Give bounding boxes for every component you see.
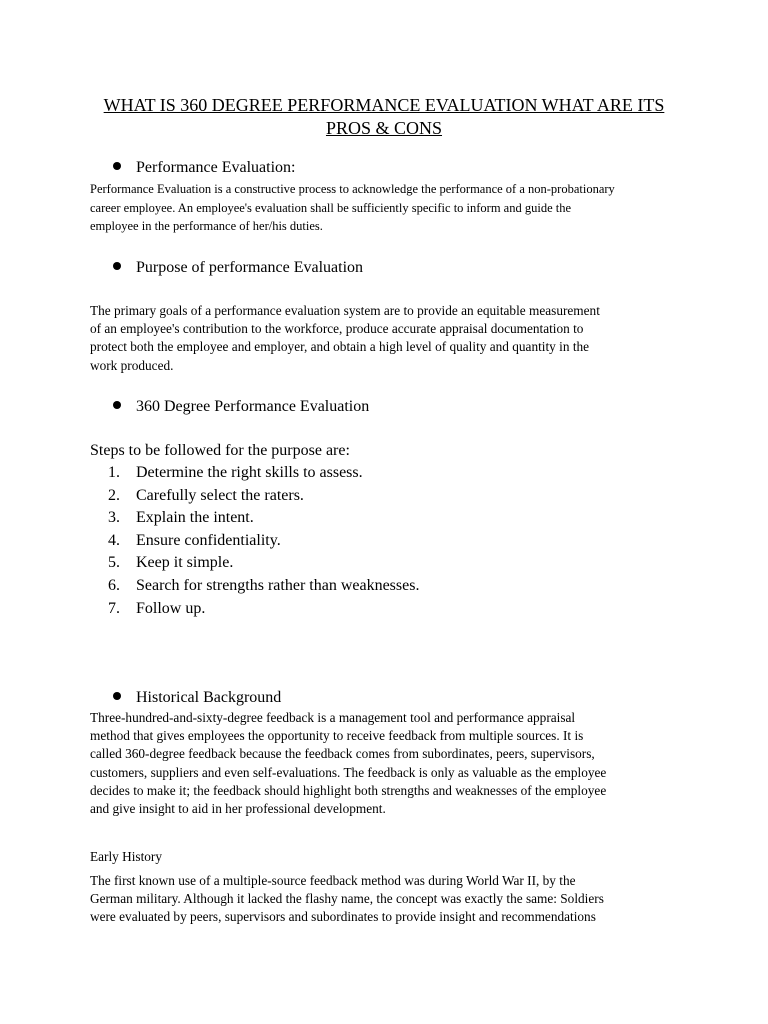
list-item-number: 4. [108, 531, 120, 549]
section-heading-text: Purpose of performance Evaluation [136, 259, 364, 276]
section-heading-performance-evaluation [113, 158, 296, 178]
list-item-text: Follow up. [136, 599, 206, 617]
list-item-text: Keep it simple. [136, 554, 234, 572]
section-heading-text: Performance Evaluation: [136, 159, 296, 176]
list-item [108, 507, 419, 530]
list-item-number: 1. [108, 464, 120, 481]
steps-list [108, 462, 419, 620]
section-body-early-history: The first known use of a multiple-source feedback method was during World War II, by the German military. Although it lacked the flashy name, the concept was exactly the same: Soldiers were evaluated by peers, supervisors and subordinates to provide insight and recommendations [90, 873, 604, 925]
section-heading-text: 360 Degree Performance Evaluation [136, 398, 370, 415]
list-item [108, 598, 419, 621]
section-heading-historical-background [113, 688, 281, 708]
section-body-performance-evaluation: Performance Evaluation is a constructive process to acknowledge the performance of a non-probationary career employee. An employee's evaluation shall be sufficiently specific to inform and guide the employee in the performance of her/his duties. [90, 182, 615, 233]
page-title: WHAT IS 360 DEGREE PERFORMANCE EVALUATION WHAT ARE ITS PROS & CONS [103, 95, 665, 138]
list-item-number: 3. [108, 509, 120, 527]
list-item-number: 7. [108, 599, 120, 617]
list-item-number: 5. [108, 554, 120, 572]
steps-intro: Steps to be followed for the purpose are: [90, 442, 350, 459]
section-heading-360-degree [113, 397, 369, 417]
list-item [108, 462, 419, 485]
list-item-number: 2. [108, 486, 120, 504]
bullet-icon [113, 401, 121, 409]
bullet-icon [113, 162, 121, 170]
list-item [108, 575, 419, 598]
list-item-text: Determine the right skills to assess. [136, 464, 363, 481]
list-item-text: Search for strengths rather than weaknesses. [136, 576, 420, 594]
list-item-number: 6. [108, 576, 120, 594]
section-heading-text: Historical Background [136, 689, 282, 706]
list-item-text: Carefully select the raters. [136, 486, 304, 504]
subheading-early-history: Early History [90, 849, 163, 864]
section-body-purpose: The primary goals of a performance evaluation system are to provide an equitable measurement of an employee's contribution to the workforce, produce accurate appraisal documentation to protect both the employee and employer, and obtain a high level of quality and quantity in the work produced. [90, 303, 600, 373]
list-item-text: Explain the intent. [136, 509, 254, 527]
section-body-historical-background: Three-hundred-and-sixty-degree feedback is a management tool and performance appraisal method that gives employees the opportunity to receive feedback from multiple sources. It is called 360-degree feedback because the feedback comes from subordinates, peers, supervisors, customers, suppliers and even self-evaluations. The feedback is only as valuable as the employee decides to make it; the feedback should highlight both strengths and weaknesses of the employee and give insight to aid in her professional development. [90, 710, 607, 817]
list-item [108, 485, 419, 508]
bullet-icon [113, 262, 121, 270]
bullet-icon [113, 692, 121, 700]
list-item-text: Ensure confidentiality. [136, 531, 281, 549]
list-item [108, 530, 419, 553]
list-item [108, 552, 419, 575]
section-heading-purpose [113, 258, 363, 278]
